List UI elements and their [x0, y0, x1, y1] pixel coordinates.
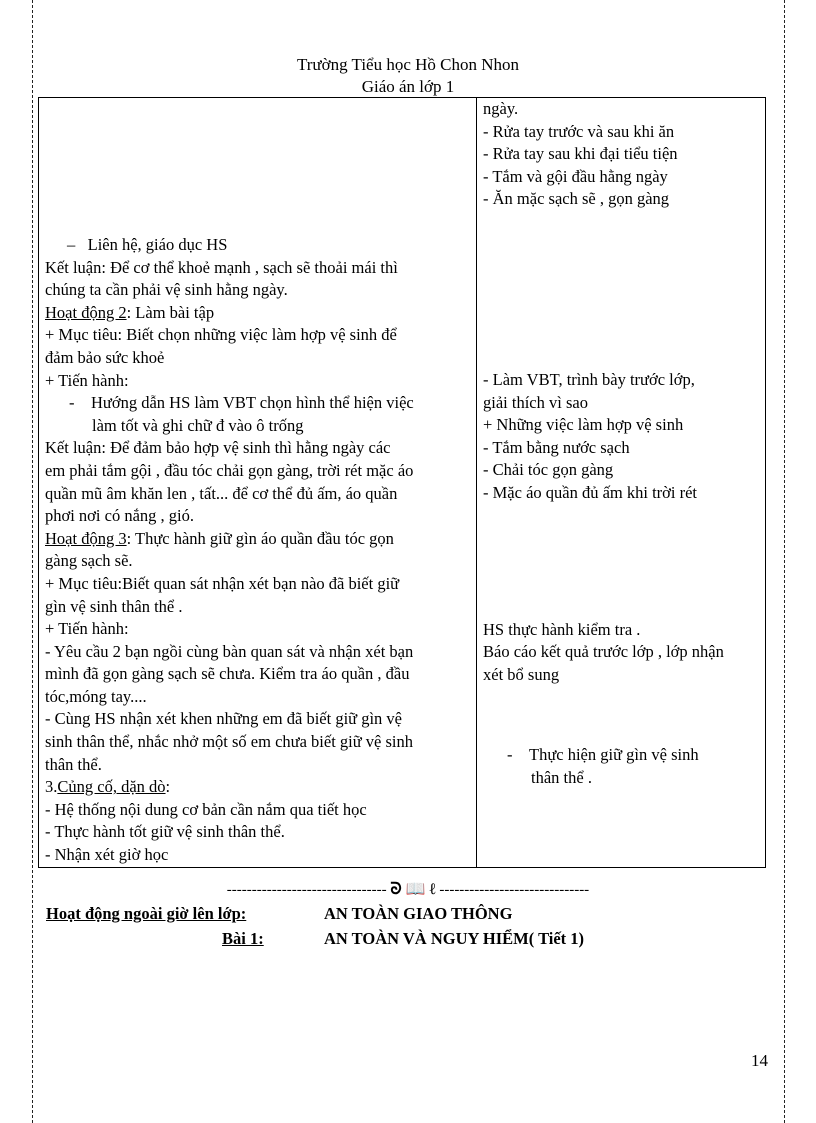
- student-activities-cell: [477, 98, 766, 868]
- ornament-icon: ᘐ 📖 ℓ: [390, 881, 436, 898]
- objective-2-line: + Mục tiêu: Biết chọn những việc làm hợp vệ sinh để: [45, 325, 397, 345]
- extracurricular-label: Hoạt động ngoài giờ lên lớp:: [46, 904, 247, 923]
- objective-2-line: đảm bảo sức khoẻ: [45, 347, 165, 367]
- page-border-left: [32, 0, 33, 1123]
- objective-3-line: gìn vệ sinh thân thể .: [45, 596, 183, 616]
- list-item: - Làm VBT, trình bày trước lớp,: [483, 369, 695, 389]
- review-line: - Cùng HS nhận xét khen những em đã biết giữ gìn vệ: [45, 709, 402, 729]
- request-line: tóc,móng tay....: [45, 686, 147, 706]
- list-item: + Những việc làm hợp vệ sinh: [483, 415, 684, 435]
- objective-3-line: + Mục tiêu:Biết quan sát nhận xét bạn nào đã biết giữ: [45, 573, 400, 593]
- request-line: - Yêu cầu 2 bạn ngồi cùng bàn quan sát và nhận xét bạn: [45, 641, 414, 661]
- request-line: mình đã gọn gàng sạch sẽ chưa. Kiểm tra áo quần , đầu: [45, 664, 410, 684]
- separator-dashes-right: ------------------------------: [439, 882, 590, 898]
- review-line: sinh thân thể, nhắc nhở một số em chưa biết giữ vệ sinh: [45, 732, 414, 752]
- lesson-table: [38, 97, 766, 868]
- teacher-activities-cell: [39, 98, 477, 868]
- page-header: [0, 54, 816, 98]
- list-item: - Hướng dẫn HS làm VBT chọn hình thể hiện việc: [69, 393, 414, 413]
- conclusion-2-line: quần mũ âm khăn len , tất... để cơ thể đủ ấm, áo quần: [45, 483, 398, 503]
- class-title: Giáo án lớp 1: [361, 77, 455, 96]
- school-name: Trường Tiểu học Hồ Chon Nhon: [296, 55, 520, 74]
- list-item: - Hệ thống nội dung cơ bản cần nắm qua tiết học: [45, 799, 367, 819]
- list-item: – Liên hệ, giáo dục HS: [67, 235, 228, 254]
- list-item: giải thích vì sao: [483, 392, 588, 412]
- procedure-2-label: + Tiến hành:: [45, 370, 129, 390]
- review-line: thân thể.: [45, 754, 102, 774]
- extracurricular-heading: [46, 904, 513, 924]
- extracurricular-title: AN TOÀN GIAO THÔNG: [324, 904, 513, 923]
- conclusion-1-line: Kết luận: Để cơ thể khoẻ mạnh , sạch sẽ thoải mái thì: [45, 257, 398, 277]
- list-item: - Rửa tay sau khi đại tiểu tiện: [483, 144, 678, 164]
- procedure-3-label: + Tiến hành:: [45, 619, 129, 639]
- list-item: - Mặc áo quần đủ ấm khi trời rét: [483, 482, 697, 502]
- section-separator: [0, 879, 816, 899]
- list-item: xét bổ sung: [483, 664, 560, 684]
- list-item-continued: làm tốt và ghi chữ đ vào ô trống: [92, 415, 304, 435]
- page-border-right: [784, 0, 785, 1123]
- consolidation-heading: 3.Củng cố, dặn dò:: [45, 777, 171, 797]
- list-item: - Thực hiện giữ gìn vệ sinh: [507, 745, 699, 765]
- list-item: - Chải tóc gọn gàng: [483, 460, 614, 480]
- list-item: - Rửa tay trước và sau khi ăn: [483, 121, 675, 141]
- list-item-continued: thân thể .: [531, 767, 592, 787]
- conclusion-2-line: em phải tắm gội , đầu tóc chải gọn gàng, trời rét mặc áo: [45, 460, 414, 480]
- lesson-title: AN TOÀN VÀ NGUY HIỂM( Tiết 1): [324, 929, 585, 948]
- list-item: HS thực hành kiểm tra .: [483, 619, 641, 639]
- list-item: - Thực hành tốt giữ vệ sinh thân thể.: [45, 822, 285, 842]
- conclusion-2-line: Kết luận: Để đảm bảo hợp vệ sinh thì hằng ngày các: [45, 438, 391, 458]
- conclusion-2-line: phơi nơi có nắng , gió.: [45, 506, 194, 526]
- list-item: ngày.: [483, 99, 519, 118]
- activity-3-heading-cont: gàng sạch sẽ.: [45, 551, 133, 571]
- lesson-label: Bài 1:: [222, 929, 264, 948]
- list-item: Báo cáo kết quả trước lớp , lớp nhận: [483, 642, 724, 662]
- activity-2-heading: Hoạt động 2: Làm bài tập: [45, 302, 215, 322]
- list-item: - Ăn mặc sạch sẽ , gọn gàng: [483, 189, 670, 209]
- lesson-heading: [222, 929, 585, 949]
- conclusion-1-line: chúng ta cần phải vệ sinh hằng ngày.: [45, 280, 288, 300]
- separator-dashes-left: --------------------------------: [226, 882, 387, 898]
- page-number: 14: [751, 1051, 768, 1070]
- list-item: - Tắm bằng nước sạch: [483, 437, 630, 457]
- activity-3-heading: Hoạt động 3: Thực hành giữ gìn áo quần đầu tóc gọn: [45, 528, 394, 548]
- list-item: - Nhận xét giờ học: [45, 845, 169, 865]
- list-item: - Tắm và gội đầu hằng ngày: [483, 166, 668, 186]
